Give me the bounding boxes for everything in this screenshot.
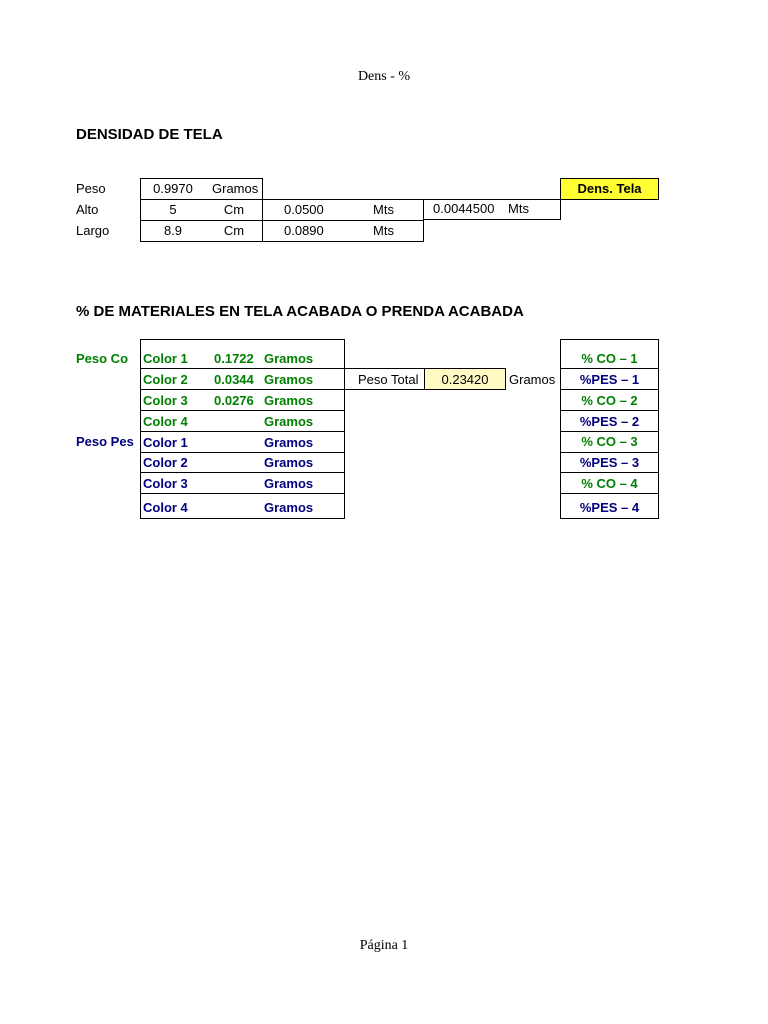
- pes-color-3: Color 3: [143, 476, 188, 491]
- co-color-2: Color 2: [143, 372, 188, 387]
- co-unit-2: Gramos: [264, 372, 314, 387]
- pes-unit-2: Gramos: [264, 455, 314, 470]
- largo-value[interactable]: 8.9: [163, 223, 183, 238]
- peso-unit: Gramos: [212, 181, 259, 196]
- pct-pes-4: %PES – 4: [579, 500, 640, 515]
- divider: [560, 368, 659, 369]
- total-value: 0.23420: [441, 372, 489, 387]
- alto-unit: Cm: [223, 202, 245, 217]
- co-weight-3[interactable]: 0.0276: [214, 393, 254, 408]
- divider: [560, 493, 659, 494]
- total-label: Peso Total: [358, 372, 419, 387]
- co-weight-1[interactable]: 0.1722: [214, 351, 254, 366]
- alto-meters-unit: Mts: [373, 202, 394, 217]
- divider: [560, 410, 659, 411]
- pes-unit-1: Gramos: [264, 435, 314, 450]
- pes-color-4: Color 4: [143, 500, 188, 515]
- largo-label: Largo: [76, 223, 110, 238]
- divider: [140, 472, 345, 473]
- divider: [140, 431, 345, 432]
- divider: [560, 472, 659, 473]
- co-unit-1: Gramos: [264, 351, 314, 366]
- co-color-3: Color 3: [143, 393, 188, 408]
- pct-co-4: % CO – 4: [581, 476, 638, 491]
- alto-meters: 0.0500: [284, 202, 324, 217]
- area-unit: Mts: [508, 201, 529, 216]
- weights-grid: [140, 339, 345, 519]
- percentages-grid: [560, 339, 659, 519]
- co-color-4: Color 4: [143, 414, 188, 429]
- density-heading: DENSIDAD DE TELA: [76, 126, 223, 143]
- pct-pes-2: %PES – 2: [579, 414, 640, 429]
- divider: [560, 389, 659, 390]
- divider: [140, 368, 345, 369]
- peso-label: Peso: [76, 181, 106, 196]
- divider: [140, 452, 345, 453]
- pes-unit-4: Gramos: [264, 500, 314, 515]
- co-unit-4: Gramos: [264, 414, 314, 429]
- co-weight-2[interactable]: 0.0344: [214, 372, 254, 387]
- pct-co-2: % CO – 2: [581, 393, 638, 408]
- alto-label: Alto: [76, 202, 99, 217]
- divider: [560, 452, 659, 453]
- co-color-1: Color 1: [143, 351, 188, 366]
- peso-pes-label: Peso Pes: [76, 434, 134, 449]
- pes-color-2: Color 2: [143, 455, 188, 470]
- pct-pes-3: %PES – 3: [579, 455, 640, 470]
- divider: [140, 493, 345, 494]
- pes-color-1: Color 1: [143, 435, 188, 450]
- co-unit-3: Gramos: [264, 393, 314, 408]
- largo-meters: 0.0890: [284, 223, 324, 238]
- dens-tela-label: Dens. Tela: [577, 181, 642, 196]
- total-unit: Gramos: [509, 372, 556, 387]
- largo-meters-unit: Mts: [373, 223, 394, 238]
- divider: [140, 389, 345, 390]
- materials-heading: % DE MATERIALES EN TELA ACABADA O PRENDA ACABADA: [76, 303, 524, 320]
- alto-value[interactable]: 5: [169, 202, 177, 217]
- peso-value[interactable]: 0.9970: [153, 181, 193, 196]
- area-value: 0.0044500: [433, 201, 495, 216]
- page-header: Dens - %: [357, 69, 411, 84]
- pes-unit-3: Gramos: [264, 476, 314, 491]
- largo-unit: Cm: [223, 223, 245, 238]
- page-footer: Página 1: [359, 938, 409, 953]
- peso-co-label: Peso Co: [76, 351, 129, 366]
- pct-co-3: % CO – 3: [581, 434, 638, 449]
- pct-pes-1: %PES – 1: [579, 372, 640, 387]
- divider: [560, 431, 659, 432]
- divider: [140, 410, 345, 411]
- pct-co-1: % CO – 1: [581, 351, 638, 366]
